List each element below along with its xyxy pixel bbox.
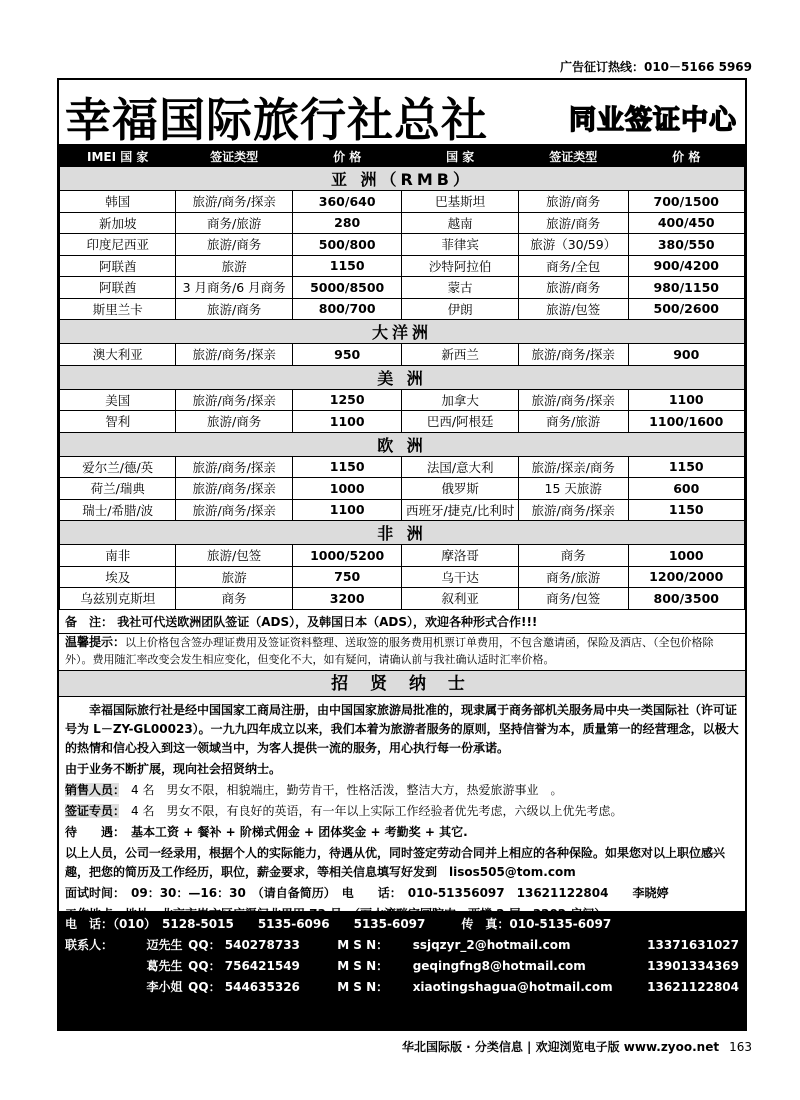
country-cell: 沙特阿拉伯 [402, 255, 518, 277]
remark-line [59, 612, 745, 634]
country-cell: 伊朗 [402, 298, 518, 320]
price-cell: 1200/2000 [628, 566, 745, 588]
country-cell: 印度尼西亚 [60, 234, 176, 256]
country-cell: 瑞士/希腊/波 [60, 499, 176, 521]
price-cell: 800/700 [292, 298, 402, 320]
country-cell: 爱尔兰/德/英 [60, 456, 176, 478]
price-cell: 380/550 [628, 234, 745, 256]
visa-type-cell: 旅游/商务/探亲 [518, 344, 628, 366]
country-cell: 乌干达 [402, 566, 518, 588]
price-cell: 1000 [292, 478, 402, 500]
price-table [59, 146, 745, 610]
visa-type-cell: 商务/旅游 [518, 411, 628, 433]
column-header: 国 家 [402, 147, 518, 167]
visa-type-cell: 旅游/商务/探亲 [176, 389, 292, 411]
country-cell: 摩洛哥 [402, 545, 518, 567]
visa-text: 4 名 男女不限，有良好的英语，有一年以上实际工作经验者优先考虑，六级以上优先考虑。 [131, 803, 623, 818]
table-row [60, 277, 745, 299]
visa-type-cell: 旅游/探亲/商务 [518, 456, 628, 478]
price-cell: 900 [628, 344, 745, 366]
contact-email: geqingfng8@hotmail.com [412, 958, 586, 973]
country-cell: 乌兹别克斯坦 [60, 588, 176, 610]
visa-type-cell: 旅游/商务/探亲 [176, 344, 292, 366]
benefit-label: 待 遇： [65, 824, 120, 839]
table-row [60, 478, 745, 500]
country-cell: 智利 [60, 411, 176, 433]
country-cell: 越南 [402, 212, 518, 234]
table-row [60, 255, 745, 277]
visa-type-cell: 商务/全包 [518, 255, 628, 277]
country-cell: 菲律宾 [402, 234, 518, 256]
price-cell: 900/4200 [628, 255, 745, 277]
contact-qq: QQ： 540278733 [188, 938, 300, 952]
price-cell: 400/450 [628, 212, 745, 234]
table-row [60, 212, 745, 234]
country-cell: 俄罗斯 [402, 478, 518, 500]
visa-type-cell: 旅游 [176, 566, 292, 588]
contact-name: 迈先生 [146, 938, 183, 952]
region-row [60, 167, 745, 191]
table-row [60, 344, 745, 366]
visa-type-cell: 商务/包签 [518, 588, 628, 610]
country-cell: 加拿大 [402, 389, 518, 411]
region-row [60, 432, 745, 456]
price-cell: 1000/5200 [292, 545, 402, 567]
price-cell: 1000 [628, 545, 745, 567]
table-row [60, 234, 745, 256]
table-row [60, 191, 745, 213]
visa-type-cell: 商务/旅游 [176, 212, 292, 234]
contact-row [65, 934, 739, 955]
recruit-intro: 幸福国际旅行社是经中国国家工商局注册，由中国国家旅游局批准的，现隶属于商务部机关服务局中央一类国际社（许可证号为 L－ZY-GL00023）。一九九四年成立以来，我们本着为旅游者服务的原则，坚持信誉为本，质量第一的经营理念，以极大的热情和信心投入到这一领域当中，为客人提供一流的服务，用心执行每一份承诺。 [65, 702, 739, 755]
page-number: 163 [729, 1040, 752, 1054]
visa-type-cell: 旅游/商务/探亲 [176, 478, 292, 500]
recruit-section [59, 697, 745, 930]
visa-type-cell: 旅游/商务 [176, 411, 292, 433]
column-header: 价 格 [292, 147, 402, 167]
tip-label: 温馨提示： [65, 634, 126, 649]
price-cell: 1100 [628, 389, 745, 411]
price-cell: 1150 [292, 255, 402, 277]
sales-position [65, 781, 739, 800]
visa-type-cell: 旅游/商务/探亲 [518, 389, 628, 411]
notes-section [59, 610, 745, 671]
country-cell: 蒙古 [402, 277, 518, 299]
visa-label: 签证专员： [65, 803, 120, 818]
visa-type-cell: 15 天旅游 [518, 478, 628, 500]
ad-header [59, 80, 745, 146]
region-heading: 亚 洲（RMB） [60, 167, 745, 191]
country-cell: 叙利亚 [402, 588, 518, 610]
ad-frame [57, 78, 747, 1031]
benefit-text: 基本工资 + 餐补 + 阶梯式佣金 + 团体奖金 + 考勤奖 + 其它. [131, 824, 468, 839]
page-footer [402, 1038, 752, 1055]
contact-qq: QQ： 544635326 [188, 980, 300, 994]
contact-name: 李小姐 [146, 980, 183, 994]
table-row [60, 545, 745, 567]
country-cell: 南非 [60, 545, 176, 567]
visa-type-cell: 旅游/商务/探亲 [176, 499, 292, 521]
table-row [60, 566, 745, 588]
sales-text: 4 名 男女不限，相貌端庄，勤劳肯干，性格活泼，整洁大方，热爱旅游事业 。 [131, 782, 563, 797]
visa-type-cell: 3 月商务/6 月商务 [176, 277, 292, 299]
benefits [65, 823, 739, 842]
contact-mobile: 13371631027 [647, 937, 739, 952]
contact-row [65, 955, 739, 976]
contact-qq: QQ： 756421549 [188, 959, 300, 973]
contact-row [65, 976, 739, 997]
visa-type-cell: 旅游 [176, 255, 292, 277]
price-cell: 800/3500 [628, 588, 745, 610]
contact-name: 葛先生 [146, 959, 183, 973]
price-cell: 1100/1600 [628, 411, 745, 433]
contact-msn-label: M S N： [337, 959, 389, 973]
visa-type-cell: 商务 [176, 588, 292, 610]
country-cell: 巴西/阿根廷 [402, 411, 518, 433]
country-cell: 埃及 [60, 566, 176, 588]
country-cell: 新加坡 [60, 212, 176, 234]
contact-msn-label: M S N： [337, 980, 389, 994]
country-cell: 荷兰/瑞典 [60, 478, 176, 500]
table-row [60, 411, 745, 433]
price-cell: 980/1150 [628, 277, 745, 299]
contact-mobile: 13901334369 [647, 958, 739, 973]
visa-position [65, 802, 739, 821]
visa-type-cell: 旅游/商务/探亲 [176, 456, 292, 478]
region-row [60, 521, 745, 545]
country-cell: 斯里兰卡 [60, 298, 176, 320]
brand-title: 幸福国际旅行社总社 [65, 93, 488, 147]
visa-type-cell: 旅游（30/59） [518, 234, 628, 256]
table-row [60, 298, 745, 320]
price-cell: 1150 [292, 456, 402, 478]
region-heading: 美 洲 [60, 365, 745, 389]
price-cell: 700/1500 [628, 191, 745, 213]
region-row [60, 365, 745, 389]
visa-type-cell: 旅游/商务 [518, 212, 628, 234]
table-row [60, 499, 745, 521]
contact-label: 联系人： [65, 938, 114, 952]
table-row [60, 389, 745, 411]
footer-text: 华北国际版 · 分类信息 | 欢迎浏览电子版 www.zyoo.net [401, 1040, 720, 1054]
contact-email: ssjqzyr_2@hotmail.com [412, 937, 571, 952]
region-heading: 欧 洲 [60, 432, 745, 456]
visa-type-cell: 旅游/包签 [176, 545, 292, 567]
country-cell: 巴基斯坦 [402, 191, 518, 213]
price-cell: 1100 [292, 499, 402, 521]
column-header: 价 格 [628, 147, 745, 167]
recruit-expand: 由于业务不断扩展，现向社会招贤纳士。 [65, 761, 282, 776]
visa-type-cell: 旅游/商务 [176, 234, 292, 256]
region-heading: 非 洲 [60, 521, 745, 545]
price-cell: 950 [292, 344, 402, 366]
visa-type-cell: 旅游/包签 [518, 298, 628, 320]
tip-line [65, 634, 739, 668]
contact-email: xiaotingshagua@hotmail.com [412, 979, 613, 994]
country-cell: 澳大利亚 [60, 344, 176, 366]
price-cell: 5000/8500 [292, 277, 402, 299]
visa-type-cell: 商务 [518, 545, 628, 567]
interview-info: 面试时间： 09：30：—16：30 （请自备简历） 电 话： 010-51356097 13621122804 李晓婷 [65, 885, 669, 900]
price-cell: 600 [628, 478, 745, 500]
price-cell: 3200 [292, 588, 402, 610]
country-cell: 法国/意大利 [402, 456, 518, 478]
price-cell: 750 [292, 566, 402, 588]
price-cell: 360/640 [292, 191, 402, 213]
price-cell: 1100 [292, 411, 402, 433]
price-cell: 500/2600 [628, 298, 745, 320]
column-header: 签证类型 [176, 147, 292, 167]
country-cell: 西班牙/捷克/比利时 [402, 499, 518, 521]
contact-block [59, 911, 745, 1029]
tip-text: 以上价格包含签办理证费用及签证资料整理、送取签的服务费用机票订单费用，不包含邀请函，保险及酒店、（全包价格除外）。费用随汇率改变会发生相应变化，但变化不大，如有疑问，请确认前与我社确认适时汇率价格。 [65, 635, 714, 666]
price-cell: 500/800 [292, 234, 402, 256]
table-row [60, 588, 745, 610]
remark-label: 备 注： [65, 614, 114, 629]
visa-type-cell: 旅游/商务 [518, 191, 628, 213]
region-row [60, 320, 745, 344]
visa-center-title: 同业签证中心 [569, 105, 737, 136]
price-cell: 1250 [292, 389, 402, 411]
visa-type-cell: 旅游/商务 [518, 277, 628, 299]
country-cell: 韩国 [60, 191, 176, 213]
apply-text: 以上人员，公司一经录用，根据个人的实际能力，待遇从优，同时签定劳动合同并上相应的各种保险。如果您对以上职位感兴趣，把您的简历及工作经历，职位，薪金要求，等相关信息填写好发到 lisos505@tom.com [65, 845, 726, 879]
visa-type-cell: 商务/旅游 [518, 566, 628, 588]
contact-mobile: 13621122804 [647, 979, 739, 994]
phone-line: 电 话：（010） 5128-5015 5135-6096 5135-6097 传 真：010-5135-6097 [65, 917, 612, 931]
price-cell: 280 [292, 212, 402, 234]
price-cell: 1150 [628, 499, 745, 521]
country-cell: 阿联酋 [60, 255, 176, 277]
sales-label: 销售人员： [65, 782, 120, 797]
visa-type-cell: 旅游/商务 [176, 298, 292, 320]
recruit-title: 招 贤 纳 士 [59, 671, 745, 697]
contact-msn-label: M S N： [337, 938, 389, 952]
visa-type-cell: 旅游/商务/探亲 [176, 191, 292, 213]
table-row [60, 456, 745, 478]
country-cell: 美国 [60, 389, 176, 411]
visa-type-cell: 旅游/商务/探亲 [518, 499, 628, 521]
column-header: IMEI 国 家 [60, 147, 176, 167]
remark-text: 我社可代送欧洲团队签证（ADS），及韩国日本（ADS），欢迎各种形式合作!!! [117, 614, 538, 629]
column-header: 签证类型 [518, 147, 628, 167]
region-heading: 大洋洲 [60, 320, 745, 344]
ad-hotline: 广告征订热线：010－5166 5969 [559, 60, 752, 74]
price-cell: 1150 [628, 456, 745, 478]
country-cell: 新西兰 [402, 344, 518, 366]
country-cell: 阿联酋 [60, 277, 176, 299]
